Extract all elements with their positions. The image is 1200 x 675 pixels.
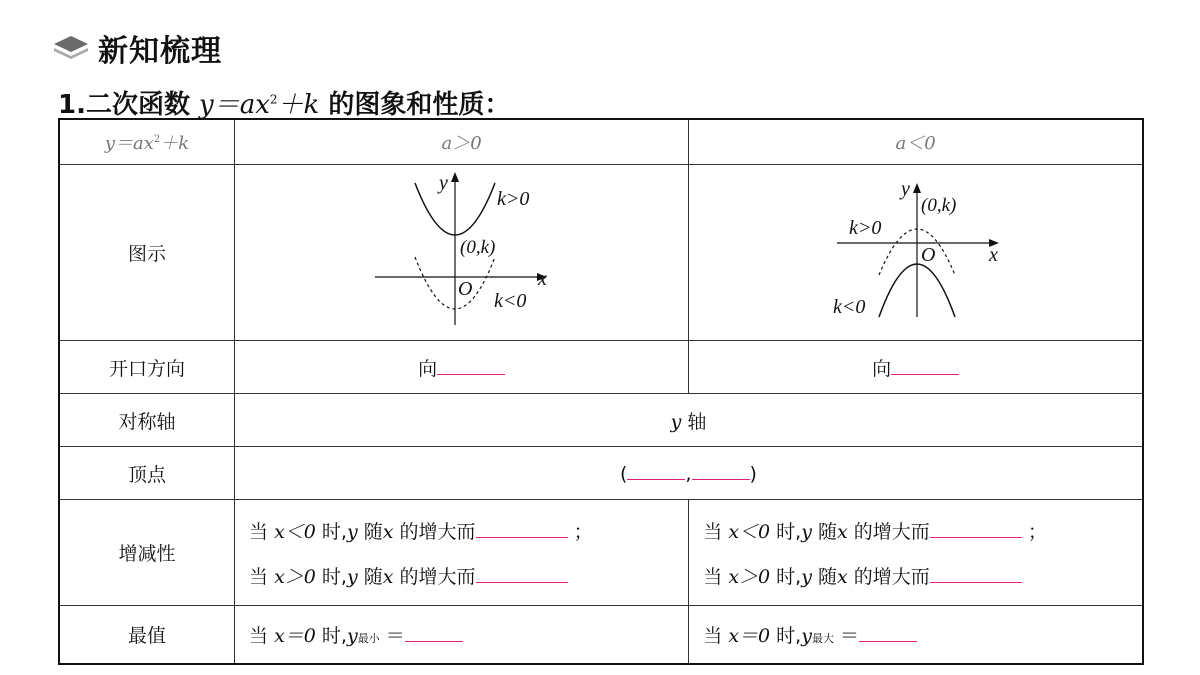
section-title: 新知梳理 bbox=[98, 34, 222, 69]
answer-blank[interactable] bbox=[930, 519, 1022, 538]
row-label-vertex: 顶点 bbox=[59, 447, 235, 500]
intro-suffix: 的图象和性质： bbox=[328, 90, 511, 120]
axis-x-label: x bbox=[538, 268, 547, 290]
answer-blank[interactable] bbox=[627, 461, 685, 480]
row-label-monotonic: 增减性 bbox=[59, 500, 235, 606]
opening-a-positive: 向 bbox=[235, 341, 689, 394]
vertex-value: ( , ) bbox=[235, 447, 1144, 500]
header-function: $y=ax^2+k$ bbox=[59, 119, 235, 165]
table-row-extreme bbox=[59, 606, 1143, 664]
vertex-label: (0,k) bbox=[460, 237, 496, 258]
axis-x-label: x bbox=[989, 244, 999, 266]
section-header bbox=[52, 28, 222, 68]
answer-blank[interactable] bbox=[859, 623, 917, 642]
header-a-negative: a＜0 bbox=[689, 119, 1143, 165]
intro-line bbox=[58, 84, 510, 121]
k-negative-label: k<0 bbox=[494, 290, 527, 312]
header-a-positive: a＞0 bbox=[235, 119, 689, 165]
table-row-opening bbox=[59, 341, 1143, 394]
properties-table bbox=[58, 118, 1144, 665]
answer-blank[interactable] bbox=[405, 623, 463, 642]
monotonic-a-positive: 当 x＜0 时,y 随x 的增大而 ； 当 x＞0 时,y 随x 的增大而 bbox=[235, 500, 689, 606]
parabola-down-graph bbox=[689, 165, 1143, 335]
k-positive-label: k>0 bbox=[497, 188, 530, 210]
table-row-axis bbox=[59, 394, 1143, 447]
answer-blank[interactable] bbox=[476, 564, 568, 583]
row-label-opening: 开口方向 bbox=[59, 341, 235, 394]
graph-cell-a-negative bbox=[689, 165, 1143, 341]
stack-layers-icon bbox=[52, 34, 90, 62]
answer-blank[interactable] bbox=[437, 356, 505, 375]
answer-blank[interactable] bbox=[476, 519, 568, 538]
axis-y-label: y bbox=[901, 178, 911, 200]
answer-blank[interactable] bbox=[692, 461, 750, 480]
k-negative-label: k<0 bbox=[833, 296, 866, 318]
row-label-extreme: 最值 bbox=[59, 606, 235, 664]
k-positive-label: k>0 bbox=[849, 217, 882, 239]
extreme-a-positive: 当 x＝0 时,y最小 ＝ bbox=[235, 606, 689, 664]
intro-prefix: 1.二次函数 bbox=[58, 90, 190, 120]
graph-cell-a-positive bbox=[235, 165, 689, 341]
table-row-graph bbox=[59, 165, 1143, 341]
row-label-graph: 图示 bbox=[59, 165, 235, 341]
opening-a-negative: 向 bbox=[689, 341, 1143, 394]
origin-label: O bbox=[458, 278, 473, 300]
parabola-up-graph bbox=[235, 165, 689, 335]
axis-y-label: y bbox=[439, 172, 448, 194]
origin-label: O bbox=[921, 244, 936, 266]
row-label-axis: 对称轴 bbox=[59, 394, 235, 447]
monotonic-a-negative: 当 x＜0 时,y 随x 的增大而 ； 当 x＞0 时,y 随x 的增大而 bbox=[689, 500, 1143, 606]
intro-formula: $y=ax^2+k$ bbox=[199, 90, 320, 120]
vertex-label: (0,k) bbox=[921, 195, 957, 216]
table-row-monotonic bbox=[59, 500, 1143, 606]
table-row-vertex bbox=[59, 447, 1143, 500]
table-header-row bbox=[59, 119, 1143, 165]
extreme-a-negative: 当 x＝0 时,y最大 ＝ bbox=[689, 606, 1143, 664]
answer-blank[interactable] bbox=[891, 356, 959, 375]
answer-blank[interactable] bbox=[930, 564, 1022, 583]
axis-value: y 轴 bbox=[235, 394, 1144, 447]
